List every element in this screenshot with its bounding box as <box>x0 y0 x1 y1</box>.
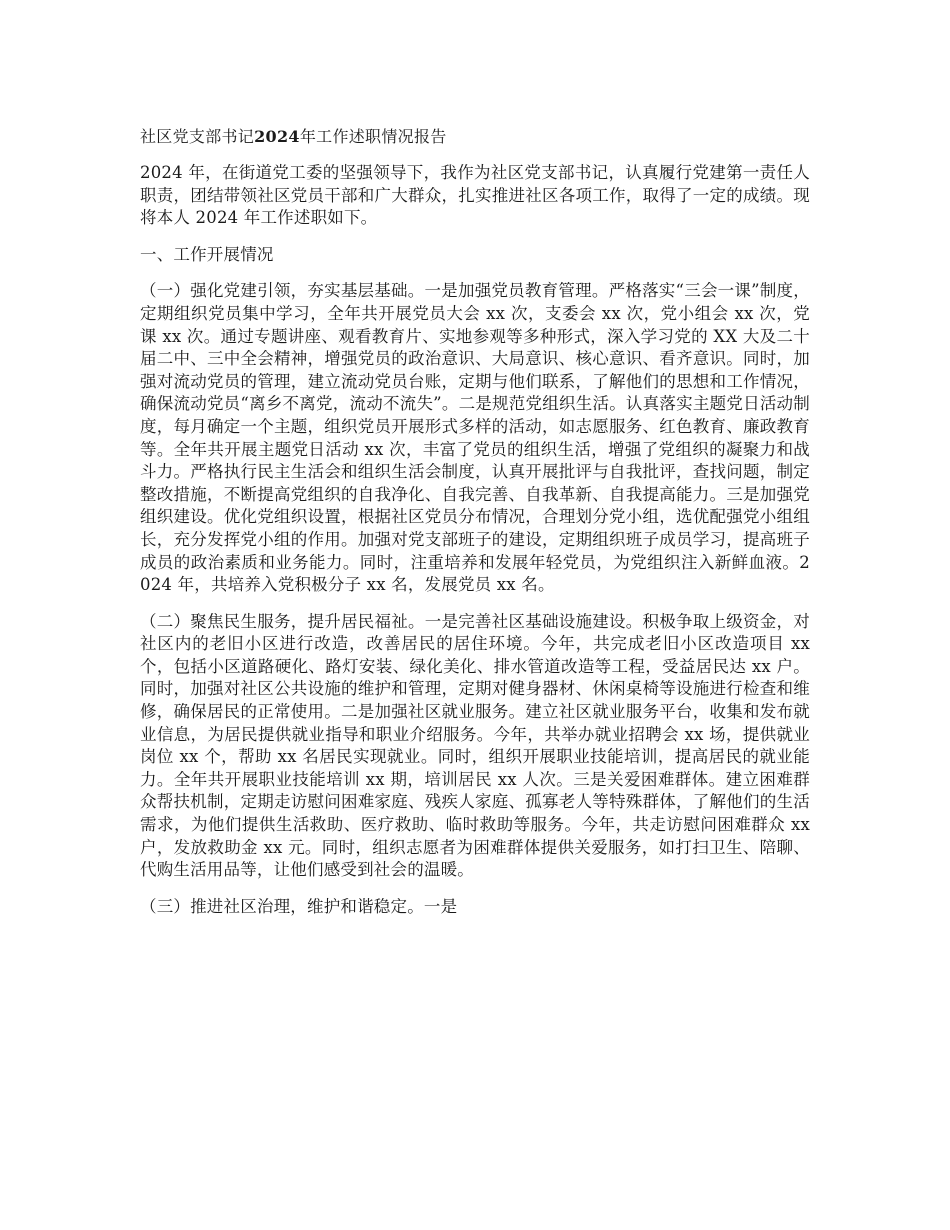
title-prefix: 社区党支部书记 <box>140 127 255 146</box>
title-year: 2024 <box>254 127 300 146</box>
title-suffix: 年工作述职情况报告 <box>299 127 447 146</box>
section-heading-work: 一、工作开展情况 <box>140 244 274 264</box>
document-title <box>140 126 810 148</box>
paragraph-livelihood-services: （二）聚焦民生服务，提升居民福祉。一是完善社区基础设施建设。积极争取上级资金，对社区内的老旧小区进行改造，改善居民的居住环境。今年，共完成老旧小区改造项目 xx 个，包括小区道路硬化、路灯安装、绿化美化、排水管道改造等工程，受益居民达 xx 户。同时，加强对社区公共设施的维护和管理，定期对健身器材、休闲桌椅等设施进行检查和维修，确保居民的正常使用。二是加强社区就业服务。建立社区就业服务平台，收集和发布就业信息，为居民提供就业指导和职业介绍服务。今年，共举办就业招聘会 xx 场，提供就业岗位 xx 个，帮助 xx 名居民实现就业。同时，组织开展职业技能培训，提高居民的就业能力。全年共开展职业技能培训 xx 期，培训居民 xx 人次。三是关爱困难群体。建立困难群众帮扶机制，定期走访慰问困难家庭、残疾人家庭、孤寡老人等特殊群体，了解他们的生活需求，为他们提供生活救助、医疗救助、临时救助等服务。今年，共走访慰问困难群众 xx 户，发放救助金 xx 元。同时，组织志愿者为困难群体提供关爱服务，如打扫卫生、陪聊、代购生活用品等，让他们感受到社会的温暖。 <box>140 611 810 880</box>
intro-paragraph: 2024 年，在街道党工委的坚强领导下，我作为社区党支部书记，认真履行党建第一责任人职责，团结带领社区党员干部和广大群众，扎实推进社区各项工作，取得了一定的成绩。现将本人 2024 年工作述职如下。 <box>140 163 810 228</box>
document-page <box>140 118 810 932</box>
paragraph-community-governance: （三）推进社区治理，维护和谐稳定。一是 <box>140 896 458 916</box>
paragraph-party-building: （一）强化党建引领，夯实基层基础。一是加强党员教育管理。严格落实“三会一课”制度，定期组织党员集中学习，全年共开展党员大会 xx 次，支委会 xx 次，党小组会 xx 次，党课 xx 次。通过专题讲座、观看教育片、实地参观等多种形式，深入学习党的 XX 大及二十届二中、三中全会精神，增强党员的政治意识、大局意识、核心意识、看齐意识。同时，加强对流动党员的管理，建立流动党员台账，定期与他们联系，了解他们的思想和工作情况，确保流动党员“离乡不离党，流动不流失”。二是规范党组织生活。认真落实主题党日活动制度，每月确定一个主题，组织党员开展形式多样的活动，如志愿服务、红色教育、廉政教育等。全年共开展主题党日活动 xx 次，丰富了党员的组织生活，增强了党组织的凝聚力和战斗力。严格执行民主生活会和组织生活会制度，认真开展批评与自我批评，查找问题，制定整改措施，不断提高党组织的自我净化、自我完善、自我革新、自我提高能力。三是加强党组织建设。优化党组织设置，根据社区党员分布情况，合理划分党小组，选优配强党小组组长，充分发挥党小组的作用。加强对党支部班子的建设，定期组织班子成员学习，提高班子成员的政治素质和业务能力。同时，注重培养和发展年轻党员，为党组织注入新鲜血液。2024 年，共培养入党积极分子 xx 名，发展党员 xx 名。 <box>140 281 810 595</box>
